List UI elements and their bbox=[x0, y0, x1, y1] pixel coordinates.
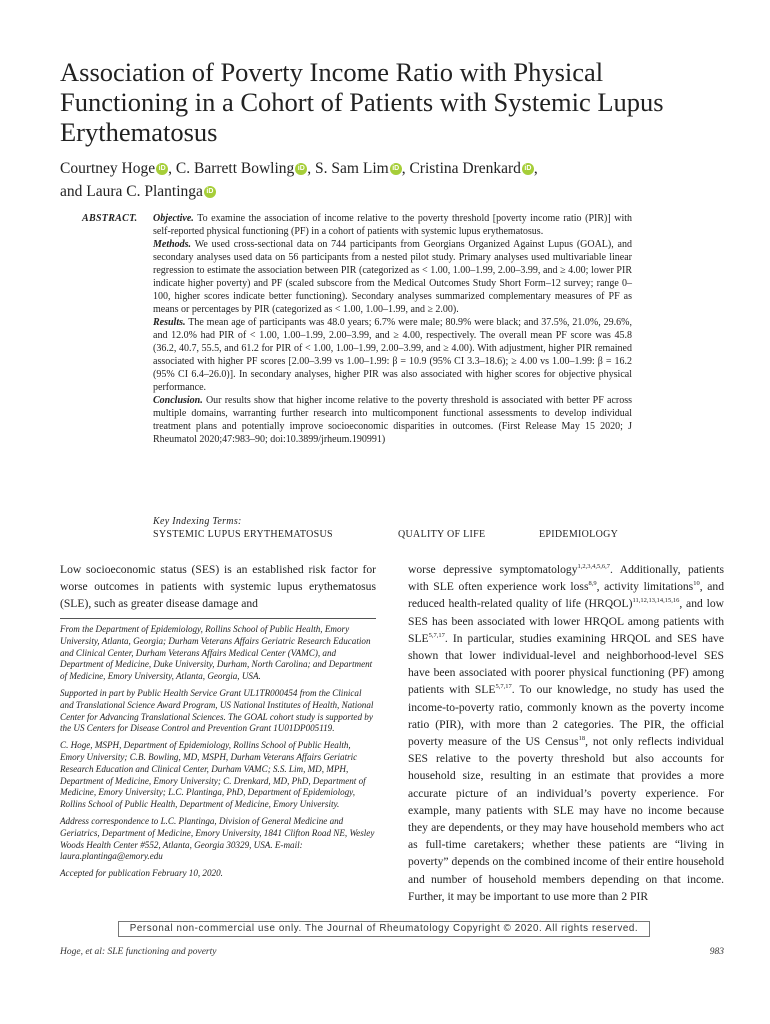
note-accepted: Accepted for publication February 10, 2020. bbox=[60, 868, 223, 879]
citation-ref[interactable]: 1,2,3,4,5,6,7 bbox=[577, 563, 610, 570]
citation-ref[interactable]: 5,7,17 bbox=[495, 683, 512, 691]
author-name[interactable]: Cristina Drenkard bbox=[409, 160, 521, 177]
section-text: To examine the association of income relative to the poverty threshold [poverty income ratio (PIR)] with self-reported physical functioning (PF) in a cohort of patients with systemic lupus erythematosus. bbox=[153, 213, 632, 237]
orcid-icon[interactable]: iD bbox=[390, 163, 402, 175]
author-list bbox=[60, 157, 720, 203]
body-column-right bbox=[408, 561, 724, 905]
author-name[interactable]: Courtney Hoge bbox=[60, 160, 156, 177]
section-head: Methods. bbox=[153, 239, 192, 250]
orcid-icon[interactable]: iD bbox=[204, 186, 216, 198]
note-funding: Supported in part by Public Health Service Grant UL1TR000454 from the Clinical and Translational Science Award Program, US National Institutes of Health, National Center for Advancing Translational Sciences. The GOAL cohort study is supported by the US Centers for Disease Control and Prevention Grant 1U01DP005119. bbox=[60, 687, 374, 734]
keywords-title: Key Indexing Terms: bbox=[153, 516, 242, 527]
keyword: QUALITY OF LIFE bbox=[398, 529, 486, 540]
section-text: Our results show that higher income relative to the poverty threshold is associated with better PF across multiple domains, warranting further research into multicomponent functional assessments to develop individual treatment plans and potentially improve socioeconomic disparities in outcomes. (First Release May 15 2020; J Rheumatol 2020;47:983–90; doi:10.3899/jrheum.190991) bbox=[153, 395, 632, 445]
section-head: Objective. bbox=[153, 213, 194, 224]
author-name[interactable]: S. Sam Lim bbox=[315, 160, 389, 177]
text-run: , and reduced health-related quality of life (HRQOL) bbox=[408, 580, 725, 611]
body-column-left bbox=[60, 561, 376, 613]
orcid-icon[interactable]: iD bbox=[156, 163, 168, 175]
footnote-divider bbox=[60, 618, 376, 619]
text-run: . To our knowledge, no study has used the income-to-poverty ratio, commonly known as the poverty income ratio (PIR), with more than 2 categories. The PIR, the official poverty measure of the US Census bbox=[408, 683, 724, 749]
text-run: . Additionally, patients with SLE often experience work loss bbox=[408, 563, 725, 594]
abstract-label: ABSTRACT. bbox=[82, 213, 138, 224]
text-run: , and low SES has been associated with lower HRQOL among patients with SLE bbox=[408, 597, 724, 645]
copyright-notice: Personal non-commercial use only. The Journal of Rheumatology Copyright © 2020. All rights reserved. bbox=[118, 921, 650, 937]
note-affiliations: From the Department of Epidemiology, Rollins School of Public Health, Emory University, Atlanta, Georgia; Durham Veterans Affairs Geriatric Research Education and Clinical Center, Durham Veterans Affairs Medical Center (VAMC), and Department of Medicine, Duke University, Durham, North Carolina; and Department of Medicine, Emory University, Atlanta, Georgia, USA. bbox=[60, 624, 373, 682]
section-text: The mean age of participants was 48.0 years; 6.7% were male; 80.9% were black; and 37.5%, 21.0%, 29.6%, and 12.0% had PIR of < 1.00, 1.00–1.99, 2.00–3.99, and ≥ 4.00, respectively. The overall mean PF score was 45.8 (36.2, 40.7, 55.5, and 61.2 for PIR of < 1.00, 1.00–1.99, 2.00–3.99, and ≥ 4.00). With adjustment, higher PIR remained associated with higher PF scores [2.00–3.99 vs 1.00–1.99: β = 10.9 (95% CI 3.3–18.6); ≥ 4.00 vs 1.00–1.99: β = 16.2 (95% CI 6.4–26.0)]. In secondary analyses, higher PIR was also associated with higher scores for objective physical performance. bbox=[153, 317, 632, 393]
text-run: , activity limitations bbox=[596, 580, 694, 594]
abstract-results bbox=[153, 316, 632, 394]
body-paragraph bbox=[408, 561, 724, 905]
section-head: Results. bbox=[153, 317, 186, 328]
abstract bbox=[82, 212, 632, 446]
author-name[interactable]: C. Barrett Bowling bbox=[175, 160, 295, 177]
author-separator: , bbox=[401, 160, 410, 177]
text-run: , not only reflects individual SES relative to the poverty threshold but also accounts for household size, resulting in an estimate that provides a more accurate picture of an individual’s poverty experience. For example, many patients with SLE may have no income because they are dependents, or they may have household members who act as full-time caretakers; whether these patients are “living in poverty” depends on the combined income of their entire household and number of household members depending on that income. Further, it may be important to use more than 2 PIR bbox=[408, 735, 725, 903]
text-run: . In particular, studies examining HRQOL and SES have shown that lower individual-level and neighborhood-level SES have been associated with poorer physical functioning (PF) among patients with SLE bbox=[408, 631, 724, 697]
note-author-credentials: C. Hoge, MSPH, Department of Epidemiology, Rollins School of Public Health, Emory University; C.B. Bowling, MD, MSPH, Durham Veterans Affairs Geriatric Research Education and Clinical Center, Durham VAMC; S.S. Lim, MD, MPH, Department of Medicine, Emory University; C. Drenkard, MD, PhD, Department of Medicine, Emory University; L.C. Plantinga, PhD, Department of Epidemiology, Rollins School of Public Health, Department of Medicine, Emory University. bbox=[60, 740, 366, 810]
section-head: Conclusion. bbox=[153, 395, 203, 406]
keywords-row bbox=[153, 528, 633, 542]
running-title: Hoge, et al: SLE functioning and poverty bbox=[60, 947, 217, 957]
author-name[interactable]: and Laura C. Plantinga bbox=[60, 183, 203, 200]
body-paragraph: Low socioeconomic status (SES) is an established risk factor for worse outcomes in patients with systemic lupus erythematosus (SLE), such as greater disease damage and bbox=[60, 563, 376, 611]
affiliation-notes bbox=[60, 624, 376, 885]
citation-ref[interactable]: 18 bbox=[578, 735, 586, 743]
abstract-methods bbox=[153, 238, 632, 316]
orcid-icon[interactable]: iD bbox=[295, 163, 307, 175]
note-correspondence: Address correspondence to L.C. Plantinga, Division of General Medicine and Geriatrics, Department of Medicine, Emory University, 1841 Clifton Road NE, Wesley Woods Health Center #552, Atlanta, Georgia 30329, USA. E-mail: laura.plantinga@emory.edu bbox=[60, 815, 375, 862]
citation-ref[interactable]: 8,9 bbox=[588, 580, 597, 588]
citation-ref[interactable]: 11,12,13,14,15,16 bbox=[632, 597, 680, 605]
article-title: Association of Poverty Income Ratio with Physical Functioning in a Cohort of Patients with Systemic Lupus Erythematosus bbox=[60, 57, 664, 147]
keyword: SYSTEMIC LUPUS ERYTHEMATOSUS bbox=[153, 529, 333, 540]
text-run: worse depressive symptomatology bbox=[408, 563, 578, 576]
abstract-conclusion bbox=[153, 394, 632, 446]
section-text: We used cross-sectional data on 744 participants from Georgians Organized Against Lupus (GOAL), and secondary analyses used data on 56 participants from a nested pilot study. Primary analyses used multivariable linear regression to estimate the association between PIR (categorized as < 1.00, 1.00–1.99, 2.00–3.99, and ≥ 4.00; lower PIR indicate higher poverty) and PF (scaled subscore from the Medical Outcomes Study Short Form–12 survey; range 0–100, higher scores indicate better functioning). Secondary analyses summarized complementary measures of PF as means or percentages by PIR (categorized as < 1.00, 1.00–1.99, and ≥ 2.00). bbox=[153, 239, 632, 315]
keyword: EPIDEMIOLOGY bbox=[539, 529, 619, 540]
author-separator: , bbox=[533, 160, 538, 177]
orcid-icon[interactable]: iD bbox=[522, 163, 534, 175]
abstract-objective bbox=[153, 212, 632, 238]
citation-ref[interactable]: 10 bbox=[693, 580, 700, 588]
author-separator: , bbox=[307, 160, 316, 177]
page-number: 983 bbox=[709, 947, 724, 957]
author-separator: , bbox=[168, 160, 176, 177]
key-indexing-terms bbox=[153, 515, 633, 542]
abstract-body bbox=[153, 212, 632, 446]
citation-ref[interactable]: 5,7,17 bbox=[428, 631, 445, 639]
